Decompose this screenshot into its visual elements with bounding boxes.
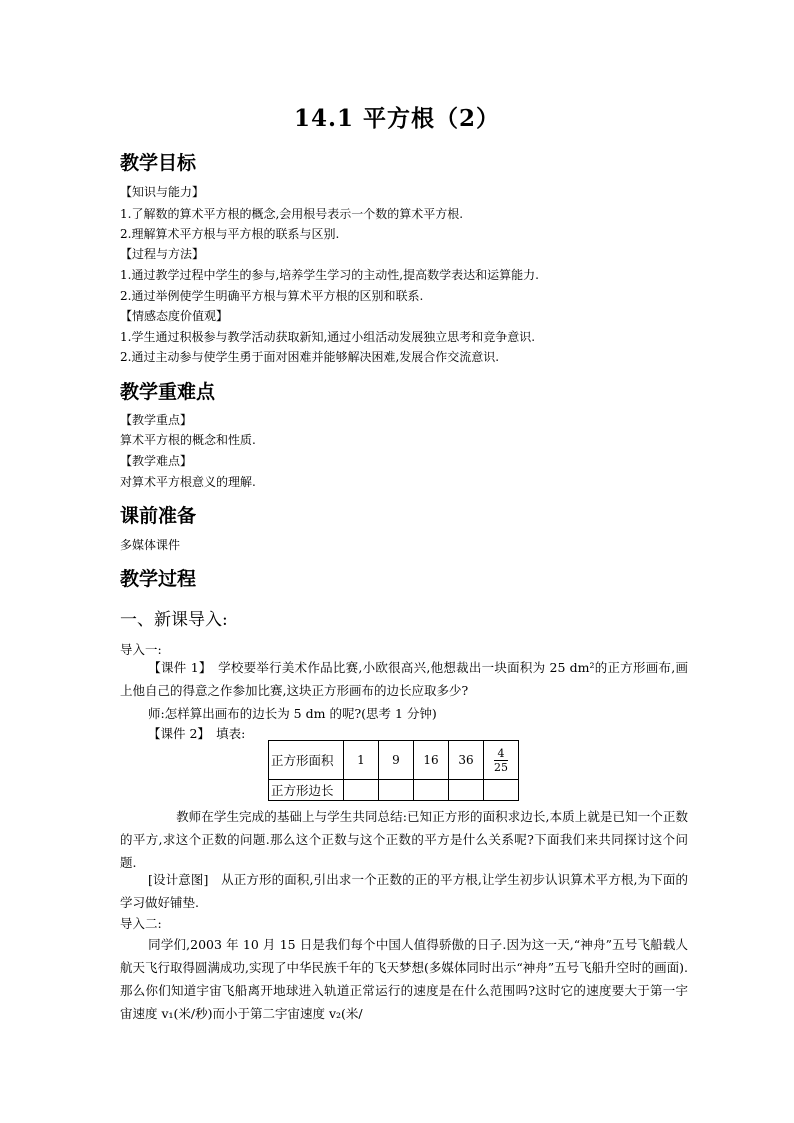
- focus-text: 算术平方根的概念和性质.: [120, 433, 256, 447]
- side-cell-2[interactable]: [379, 780, 414, 801]
- emotion-item-2: 2.通过主动参与使学生勇于面对困难并能够解决困难,发展合作交流意识.: [120, 350, 500, 364]
- table-row-side: [269, 780, 519, 801]
- difficulty-heading: 【教学难点】: [120, 454, 193, 468]
- side-cell-4[interactable]: [449, 780, 484, 801]
- side-cell-5[interactable]: [484, 780, 519, 801]
- area-cell-3: 16: [414, 741, 449, 780]
- area-cell-4: 36: [449, 741, 484, 780]
- summary-paragraph: [120, 805, 688, 874]
- fraction-denominator: 25: [494, 760, 508, 774]
- section-objectives-heading: 教学目标: [120, 152, 197, 174]
- intro-1-label: 导入一:: [120, 642, 162, 657]
- teacher-question: 师:怎样算出画布的边长为 5 dm 的呢?(思考 1 分钟): [148, 706, 437, 721]
- document-title: 14.1 平方根（2）: [293, 105, 501, 132]
- emotion-item-1: 1.学生通过积极参与教学活动获取新知,通过小组活动发展独立思考和竞争意识.: [120, 330, 536, 344]
- side-row-header: 正方形边长: [269, 780, 344, 801]
- summary-text: 教师在学生完成的基础上与学生共同总结:已知正方形的面积求边长,本质上就是已知一个正数的平方,求这个正数的问题.那么这个正数与这个正数的平方是什么关系呢?下面我们来共同探讨这个问题.: [120, 809, 688, 870]
- intro-2-paragraph: [120, 933, 688, 1025]
- area-row-header: 正方形面积: [269, 741, 344, 780]
- table-row-area: [269, 741, 519, 780]
- side-cell-3[interactable]: [414, 780, 449, 801]
- section-process-heading: 教学过程: [120, 568, 197, 590]
- courseware-2-label: 【课件 2】 填表:: [148, 726, 246, 741]
- process-method-item-1: 1.通过教学过程中学生的参与,培养学生学习的主动性,提高数学表达和运算能力.: [120, 268, 539, 282]
- fraction: [494, 747, 508, 774]
- knowledge-heading: 【知识与能力】: [120, 185, 205, 199]
- intro-2-text: 同学们,2003 年 10 月 15 日是我们每个中国人值得骄傲的日子.因为这一天,“神舟”五号飞船载人航天飞行取得圆满成功,实现了中华民族千年的飞天梦想(多媒体同时出示“神舟”五号飞船升空时的画面).那么你们知道宇宙飞船离开地球进入轨道正常运行的速度是在什么范围吗?这时它的速度要大于第一宇宙速度 v₁(米/秒)而小于第二宇宙速度 v₂(米/: [120, 937, 688, 1021]
- new-lesson-heading: 一、新课导入:: [120, 610, 228, 630]
- area-cell-1: 1: [344, 741, 379, 780]
- knowledge-item-1: 1.了解数的算术平方根的概念,会用根号表示一个数的算术平方根.: [120, 207, 464, 221]
- section-preparation-heading: 课前准备: [120, 505, 197, 527]
- design-intent-text: [设计意图] 从正方形的面积,引出求一个正数的正的平方根,让学生初步认识算术平方根,为下面的学习做好铺垫.: [120, 872, 688, 910]
- area-cell-2: 9: [379, 741, 414, 780]
- fraction-numerator: 4: [494, 747, 508, 761]
- process-method-heading: 【过程与方法】: [120, 247, 205, 261]
- side-cell-1[interactable]: [344, 780, 379, 801]
- courseware-1-paragraph: [120, 656, 688, 702]
- courseware-1-text: 【课件 1】 学校要举行美术作品比赛,小欧很高兴,他想裁出一块面积为 25 dm²的正方形画布,画上他自己的得意之作参加比赛,这块正方形画布的边长应取多少?: [120, 660, 688, 698]
- preparation-text: 多媒体课件: [120, 538, 181, 552]
- focus-heading: 【教学重点】: [120, 413, 193, 427]
- knowledge-item-2: 2.理解算术平方根与平方根的联系与区别.: [120, 227, 340, 241]
- emotion-heading: 【情感态度价值观】: [120, 309, 229, 323]
- area-cell-fraction: [484, 741, 519, 780]
- difficulty-text: 对算术平方根意义的理解.: [120, 475, 256, 489]
- section-key-points-heading: 教学重难点: [120, 381, 216, 403]
- design-intent-paragraph: [120, 868, 688, 914]
- intro-2-label: 导入二:: [120, 916, 162, 931]
- process-method-item-2: 2.通过举例使学生明确平方根与算术平方根的区别和联系.: [120, 289, 424, 303]
- fill-in-table: [268, 740, 519, 801]
